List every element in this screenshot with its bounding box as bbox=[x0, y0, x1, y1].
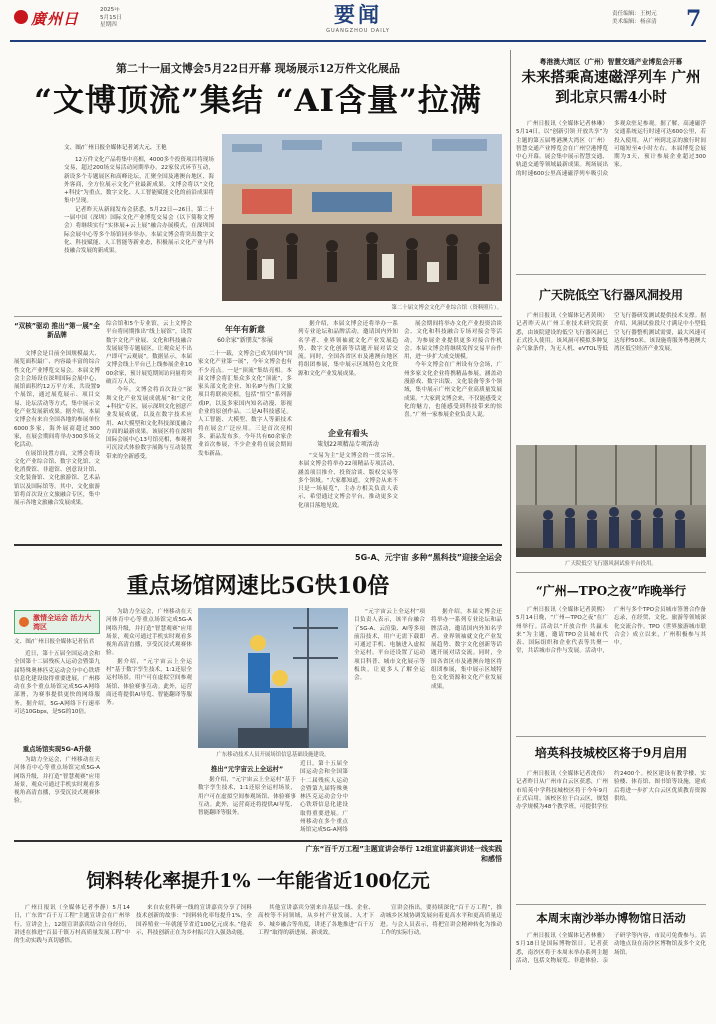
logo-seal-icon bbox=[14, 10, 28, 24]
band-kicker: 5G-A、元宇宙 多种“黑科技”迎接全运会 bbox=[355, 553, 502, 562]
right-story-2-text: 广州日报讯（全媒体记者黄琪）记者昨天从广州工业技术研究院获悉，由该院建设的低空飞行器风洞已正式投入使用。该风洞可模拟多种复杂气象条件，为无人机、eVTOL等低空飞行器研发测试提供技术支撑。据介绍，风洞试验段尺寸满足中小型低空飞行器整机测试需要，最大风速可达每秒50米。该设施将服务粤港澳大湾区低空经济产业发展。 bbox=[516, 313, 706, 353]
lead-intro: 12万件文化产品将集中亮相，4000多个投资项目将现场交易，超过200场交易活动同期举办。22家仪式环节互动，新设多个专题展区和高峰论坛，汇聚全国及港澳台地区、海外客商，全方位展示文化产业最新成果。文博会将以“文化+科技”为重点，数字文化、人工智能赋能文化的前沿成果将集中呈现。 记者昨天从新闻发布会获悉，5月22日—26日，第二十一届中国（深圳）国际文化产业博览交易会（以下简称文博会）将继续实行“实体展+云上展”融合办展模式，在深圳国际会展中心等多个场馆同步举办。本届文博会将突出数字文化、科技赋能、人工智能等新业态，积极展示文化产业与科技融合发展的新成果。 bbox=[64, 157, 214, 255]
lead-col4-text: 据介绍，本届文博会还将举办一系列专业论坛和品牌活动，邀请国内外知名学者、业界领袖就文化产业发展趋势、数字文化创新等话题开展对话交流。同时，全国各省区市及港澳台地区将组团参展，集中展示区域特色文化资源和文化产业发展成果。 bbox=[298, 321, 398, 377]
lead-headline: “文博顶流”集结 “AI含量”拉满 bbox=[34, 83, 482, 119]
right-story-3-text: 广州日报讯（全媒体记者黄熙）5月14日晚，“广州—TPO之夜”在广州举行。活动以“开放合作 共赢未来”为主题，邀请TPO会员城市代表、国际组织和企业代表等共聚一堂，共话城市合作与发展。活动中，广州与多个TPO会员城市签署合作备忘录，在经贸、文化、旅游等领域深化交流合作。TPO（世界旅游城市联合会）成立以来，广州积极参与其中。 bbox=[516, 607, 706, 655]
right-story-1-text: 广州日报讯（全媒体记者林琳）5月14日，以“创新引领 开放共享”为主题的第五届粤港澳大湾区（广州）智慧交通产业博览会在广州空港博览中心开幕。展会集中展示智慧交通、轨道交通等领域最新成果。现场展出的时速600公里高速磁浮列车吸引众多观众驻足参观。据了解，高速磁浮交通系统运行时速可达600公里，若投入使用，从广州到北京的旅行时间可缩短至4小时左右。本届博览会展期为3天，预计参展企业超过300家。 bbox=[516, 121, 706, 177]
right-story-1-kicker-text: 粤港澳大湾区（广州）智慧交通产业博览会开幕 bbox=[539, 58, 683, 66]
lead-col5-text: 展会期间将举办文化产业投资洽谈会、文化和科技融合专场对接会等活动，为参展企业提供更多对接合作机会。本届文博会将继续发挥交易平台作用，进一步扩大成交规模。 今年文博会在广州设有分会场，广州多家文化企业将携精品参展，涵盖动漫游戏、数字出版、文化装备等多个领域，集中展示广州文化产业高质量发展成果。“大家到文博会来，不仅能感受文化的魅力，也能感受到科技带来的惊喜。”广州一家参展企业负责人说。 bbox=[404, 321, 502, 419]
band-byline: 文、图/广州日报全媒体记者伍君 bbox=[14, 639, 95, 645]
lead-col3-text: 二十一载，文博会已成为国内“国家文化产业第一展”，今年文博会也有不少亮点。一是“顶流”集结亮相。本届文博会将汇集众多文化“顶流”，多家头部文化企业、知名IP与热门文旅项目将联袂亮相，包括“悟空”系列游戏IP，以及多家国内知名动漫、影视企业的原创作品。二是AI科技感足。人工智能、大模型、数字人等新技术将在展会广泛应用。三是首次亮相多、新品发布多。今年共有60余家企业首次参展，不少企业将在展会期间发布新品。 bbox=[198, 351, 292, 457]
lead-col4-text-2: “交易为主”是文博会的一贯宗旨。本届文博会将举办22项精品专项活动，涵盖项目推介、投资洽谈、版权交易等多个领域。“大家都知道，文博会从来不只是一场展览”，主办方相关负责人表示，希望通过文博会平台，推动更多文化项目落地见效。 bbox=[298, 453, 398, 509]
right-story-4-text: 广州日报讯（全媒体记者冼伟）记者昨日从广州市白云区获悉，广州市培英中学科技城校区将于今年9月正式启用。该校区位于白云区，规划办学规模为48个教学班，可提供学位约2400个。校区建设有教学楼、实验楼、体育馆、图书馆等设施，建成后将进一步扩大白云区优质教育资源供给。 bbox=[516, 771, 706, 811]
lead-byline: 文、图/广州日报全媒体记者刘大元、王艳 bbox=[64, 145, 167, 151]
masthead-date: 2025年 5月15日 星期四 bbox=[100, 7, 122, 28]
band-logo-text: 激情全运会 活力大湾区 bbox=[33, 614, 92, 631]
logo-text: 廣州日 bbox=[31, 10, 80, 28]
right-divider-1 bbox=[516, 274, 706, 275]
band-photo bbox=[198, 608, 348, 748]
bottom-kicker: 广东“百千万工程”主题宣讲会举行 12组宣讲嘉宾讲述一线实践和感悟 bbox=[305, 845, 502, 863]
bottom-col3-text: 其他宣讲嘉宾分别来自基层一线、企业、高校等不同领域，从乡村产业发展、人才下乡、城乡融合等角度，讲述了各地推进“百千万工程”取得的新进展、新成效。 bbox=[258, 905, 374, 936]
lead-photo-caption: 第二十届文博会文化产业综合馆（资料照片）。 bbox=[391, 305, 502, 311]
band-subhead-metaverse: 推出“元宇宙云上全运村” bbox=[210, 765, 284, 773]
band-photo-caption: 广东移动技术人员开展场馆信息基础设施建设。 bbox=[216, 752, 330, 758]
right-story-3-headline: “广州—TPO之夜”咋晚举行 bbox=[535, 584, 687, 598]
right-story-2-headline: 广天院低空飞行器风洞投用 bbox=[538, 288, 683, 302]
right-divider-3 bbox=[516, 736, 706, 737]
band-col3b-text: 近日，第十五届全国运动会和全国第十二届残疾人运动会暨第九届特殊奥林匹克运动会分中心铁塔信息化建设取得重要进展。广州移动在多个重点场馆完成5G-A网络 bbox=[300, 761, 348, 834]
wind-tunnel-team-illustration bbox=[516, 445, 706, 557]
editor-credits: 责任编辑：王树元 美术编辑：杨彦清 bbox=[612, 11, 657, 25]
band-subhead-5ga: 重点场馆实现5G-A升级 bbox=[22, 745, 92, 753]
band-top-rule bbox=[14, 544, 502, 546]
bottom-top-rule bbox=[14, 840, 502, 842]
lead-col2-text: 综合馆和5个专业馆，云上文博会平台将同期推出“线上展馆”，设置数字文化产业展、文化和科技融合发展展等专题展区，让观众足不出户即可“云观展”。数据显示，本届文博会线上平台已上线参展企业1000余家，预计展览期间访问量将突破百万人次。 今年，文博会将首次设立“深圳文化产业发展成就展”和“文化+科技”专区，展示深圳文化创意产业发展成就，以及在数字技术应用、AI大模型和文化科技深度融合方面的最新成果。该展区将在深圳国际会展中心13号馆亮相，参观者可沉浸式体验数字展陈与互动装置带来的全新感受。 bbox=[106, 321, 192, 460]
lead-photo bbox=[222, 134, 502, 301]
right-story-5-text: 广州日报讯（全媒体记者林雅）5月18日是国际博物馆日。记者获悉，南沙区将于本周末举办系列主题活动，包括文物展览、非遗体验、亲子研学等内容，市民可免费参与。活动地点设在南沙区博物馆及多个文化场馆。 bbox=[516, 933, 706, 964]
bottom-col1-text: 广州日报讯（全媒体记者李静）5月14日，广东省“百千万工程”主题宣讲会在广州举行。宣讲会上，12组宣讲嘉宾结合自身经历，讲述在推进“百县千镇万村高质量发展工程”中的生动实践与真切感悟。 bbox=[14, 905, 130, 945]
band-col4-text: “元宇宙云上全运村”项目负责人表示，该平台融合了5G-A、云渲染、AI等多项前沿技术，用户无需下载即可通过手机、电脑进入虚拟全运村。平台还设置了运动项目科普、城市文化展示等板块，让更多人了解全运会。 据介绍，本届文博会还将举办一系列专业论坛和品牌活动，邀请国内外知名学者、业界领袖就文化产业发展趋势、数字文化创新等话题开展对话交流。同时，全国各省区市及港澳台地区将组团参展，集中展示区域特色文化资源和文化产业发展成果。 bbox=[354, 609, 502, 690]
band-col1-text-2: 为助力全运会，广州移动在天河体育中心等重点场馆完成5G-A网络升级，并打造“智慧观赛”应用场景，观众可通过手机实时观看多视角高清直播，享受沉浸式观赛体验。 bbox=[14, 757, 100, 805]
lead-kicker: 第二十一届文博会5月22日开幕 现场展示12万件文化展品 bbox=[115, 62, 401, 75]
torch-icon bbox=[19, 617, 29, 627]
lead-subhead-enterprise: 企业有看头 策划22项精品专项活动 bbox=[317, 429, 379, 448]
right-story-2-photo bbox=[516, 445, 706, 557]
bottom-headline: 饲料转化率提升1% 一年能省近100亿元 bbox=[86, 870, 430, 892]
masthead-logo bbox=[14, 7, 94, 29]
band-col3-text: 据介绍，“元宇宙云上全运村”基于数字孪生技术，1:1还原全运村场景，用户可在虚拟空间参观场馆、体验赛事互动。此外，运营商还将提供AI导览、智能翻译等服务。 bbox=[198, 777, 296, 817]
band-headline: 重点场馆网速比5G快10倍 bbox=[126, 573, 390, 599]
bottom-col4-text: 宣讲会指出，要持续深化“百千万工程”，推动城乡区域协调发展向着更高水平和更高质量迈进。与会人员表示，将把宣讲会精神转化为推动工作的实际行动。 bbox=[380, 905, 502, 936]
bottom-col2-text: 来自农业科研一线的宣讲嘉宾分享了饲料技术创新的故事：“饲料转化率每提升1%，全国养殖业一年就能节省近100亿元成本。”他表示，科技创新正在为乡村振兴注入强劲动能。 bbox=[136, 905, 252, 936]
right-column-divider bbox=[510, 50, 511, 970]
band-logo bbox=[14, 610, 100, 634]
right-story-4-headline: 培英科技城校区将于9月启用 bbox=[534, 746, 688, 760]
lead-subhead-year: 年年有新意 60余家“新朋友”参展 bbox=[217, 325, 273, 344]
masthead bbox=[0, 0, 716, 40]
masthead-rule bbox=[10, 40, 706, 42]
band-col1-text: 近日，第十五届全国运动会和全国第十二届残疾人运动会暨第九届特殊奥林匹克运动会分中心铁塔信息化建设取得重要进展。广州移动在多个重点场馆完成5G-A网络部署，为赛事提供更快的网络服务。据介绍，5G-A网络下行速率可达10Gbps，是5G的10倍。 bbox=[14, 651, 100, 716]
band-col2-text: 为助力全运会，广州移动在天河体育中心等重点场馆完成5G-A网络升级，并打造“智慧观赛”应用场景，观众可通过手机实时观看多视角高清直播，享受沉浸式观赛体验。 据介绍，“元宇宙云上全运村”基于数字孪生技术，1:1还原全运村场景，用户可在虚拟空间参观场馆、体验赛事互动。此外，运营商还将提供AI导览、智能翻译等服务。 bbox=[106, 609, 192, 707]
right-story-5-headline: 本周末南沙举办博物馆日活动 bbox=[536, 911, 686, 925]
lead-subhead-dual-core: “双核”驱动 推出“第一展”全新品牌 bbox=[14, 322, 100, 339]
section-title: 要闻 GUANGZHOU DAILY bbox=[326, 2, 390, 34]
right-story-2-caption: 广天院低空飞行器风洞试验平台投用。 bbox=[565, 561, 657, 567]
telecom-workers-illustration bbox=[198, 608, 348, 748]
exhibition-hall-illustration bbox=[222, 134, 502, 301]
lead-col1-text: 文博会是目前全国规模最大、展览面积最广、内容最丰富的综合性文化产业博览交易会。本届文博会主会场设在深圳国际会展中心，展馆面积约12万平方米，共设置9个展馆，通过展览展示、项目交易、论坛活动等方式，集中展示文化产业发展新成果。据介绍，本届文博会有来自全国各地的参展单位6000多家，海外展商超过300家，在展会期间将举办300多场文化活动。 在展馆设置方面，文博会将设文化产业综合馆、数字文化馆、文化消费馆、非遗馆、创意设计馆、文化装备馆、文化旅游馆、艺术品馆以及国际馆等。其中，文化旅游馆将首次设立文旅融合专区，集中展示各地文旅融合发展成果。 bbox=[14, 351, 100, 507]
right-divider-4 bbox=[516, 904, 706, 905]
right-story-1-headline: 未来搭乘高速磁浮列车 广州到北京只需4小时 bbox=[521, 69, 701, 106]
right-divider-2 bbox=[516, 572, 706, 573]
lead-divider bbox=[14, 316, 502, 317]
page-number: 7 bbox=[686, 6, 702, 32]
